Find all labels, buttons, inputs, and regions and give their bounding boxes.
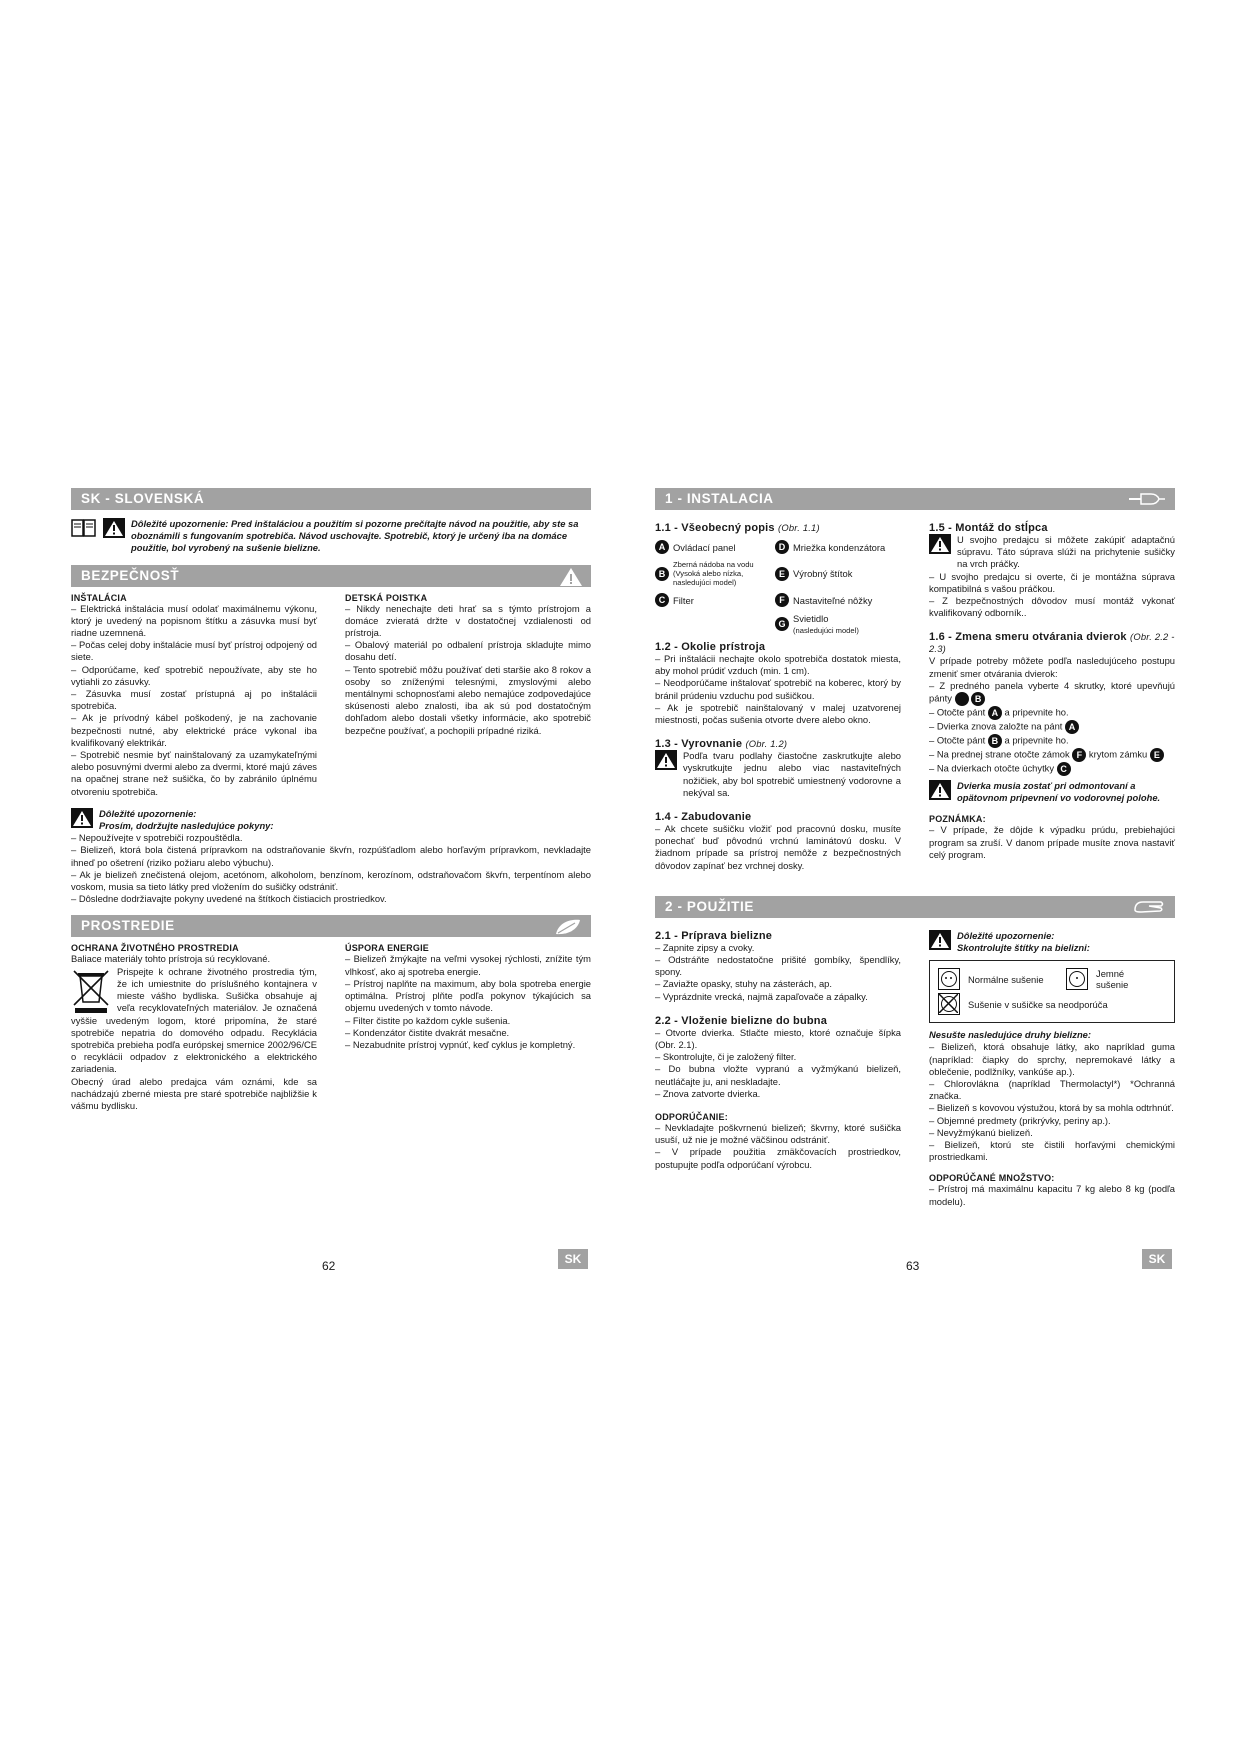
- legend-item-f: [775, 593, 901, 607]
- page-number-left: 62: [322, 1259, 336, 1273]
- letter-badge: C: [1057, 762, 1071, 776]
- install-left-column: [655, 510, 901, 872]
- s16-text-5-label: – Otočte pánt: [929, 734, 986, 746]
- s16-text-7: [929, 762, 1175, 776]
- letter-badge: B: [655, 567, 669, 581]
- letter-badge: E: [775, 567, 789, 581]
- s16-ref: (Obr. 2.2 - 2.3): [929, 631, 1175, 655]
- s16-text-2: [929, 680, 1175, 706]
- s16-text-5-suffix: a pripevnite ho.: [1004, 734, 1069, 746]
- s16-text-6: [929, 748, 1175, 762]
- s22-line: – Do bubna vložte vypranú a vyžmýkanú bielizeň, neutláčajte ju, ani neskladajte.: [655, 1063, 901, 1087]
- s13-block: [655, 750, 901, 799]
- s16-text-2-label: – Z predného panela vyberte 4 skrutky, ktoré upevňujú pánty: [929, 679, 1175, 704]
- install-line: – Elektrická inštalácia musí odolať maximálnemu výkonu, ktorý je uvedený na popisnom štítku a zásuvka musí byť riadne uzemnená.: [71, 602, 317, 639]
- label-warning-title: Dôležité upozornenie:: [957, 929, 1055, 941]
- letter-badge: F: [1072, 748, 1086, 762]
- letter-badge: A: [655, 540, 669, 554]
- hinge-dot-icon: [955, 692, 969, 706]
- child-column: [345, 587, 591, 798]
- recommendation-title: ODPORÚČANIE:: [655, 1112, 728, 1123]
- energy-heading: ÚSPORA ENERGIE: [345, 943, 429, 954]
- env-recycle-block: [71, 966, 317, 1076]
- s16-text-3: [929, 706, 1175, 720]
- child-line: – Obalový materiál po odbalení prístroja skladujte mimo dosahu detí.: [345, 639, 591, 663]
- env-heading: OCHRANA ŽIVOTNÉHO PROSTREDIA: [71, 943, 239, 954]
- language-badge-right: SK: [1142, 1249, 1172, 1269]
- care-symbol-row: [938, 993, 1166, 1015]
- safety-title: BEZPEČNOSŤ: [81, 567, 180, 583]
- crossed-bin-icon: [71, 968, 111, 1014]
- warning-icon: [655, 750, 677, 770]
- s14-text: – Ak chcete sušičku vložiť pod pracovnú dosku, musíte ponechať buď pôvodnú vrchnú laminátovú dosku. V žiadnom prípade sa prístroj nemôže z bezpečnostných dôvodov zapínať bez vrchnej dosky.: [655, 823, 901, 871]
- do-not-dry-line: – Chlorovlákna (napríklad Thermolactyl*) *Ochranná značka.: [929, 1078, 1175, 1102]
- s16-warning: [929, 780, 1175, 804]
- no-tumble-dry-icon: [938, 993, 960, 1015]
- s15-title: 1.5 - Montáž do stĺpca: [929, 522, 1048, 534]
- s15-text-3: – Z bezpečnostných dôvodov musí montáž vykonať kvalifikovaný odborník..: [929, 595, 1175, 619]
- label-warning-subtitle: Skontrolujte štítky na bielizni:: [957, 942, 1090, 954]
- legend-item-d: [775, 540, 901, 554]
- do-not-dry-line: – Bielizeň s kovovou výstužou, ktorá by sa mohla odtrhnúť.: [929, 1102, 1174, 1114]
- legend-label: Výrobný štítok: [793, 568, 853, 579]
- usage-columns: [655, 918, 1175, 1208]
- page-number-right: 63: [906, 1259, 920, 1273]
- installation-columns: [655, 510, 1175, 872]
- s11-ref: (Obr. 1.1): [778, 522, 820, 533]
- warning-subtitle: Prosím, dodržujte nasledujúce pokyny:: [99, 820, 274, 832]
- s13-text: Podľa tvaru podlahy čiastočne zaskrutkujte alebo vyskrutkujte jednu alebo viac nastaviteľných nožičiek, aby bol spotrebič umiestnený vodorovne a nekýval sa.: [683, 750, 901, 798]
- safety-bar: [71, 565, 591, 587]
- s22-line: – Skontrolujte, či je založený filter.: [655, 1051, 797, 1063]
- environment-column: [71, 937, 317, 1112]
- do-not-dry-line: – Bielizeň, ktorá obsahuje látky, ako napríklad guma (napríklad: čiapky do sprchy, nepremokavé látky a oblečenie, podlžníky, vankúše ap.).: [929, 1041, 1175, 1077]
- letter-badge: D: [775, 540, 789, 554]
- recommendation-line: – Nevkladajte poškvrnenú bielizeň; škvrny, ktoré sušička usuší, už nie je možné väčšinou odstrániť.: [655, 1122, 901, 1146]
- child-line: – Nikdy nenechajte deti hrať sa s týmto prístrojom a domáce zvieratá držte v dostatočnej vzdialenosti od prístroja.: [345, 602, 591, 639]
- env-text-1: Baliace materiály tohto prístroja sú recyklované.: [71, 953, 271, 965]
- warning-icon: [929, 930, 951, 950]
- install-line: – Ak je prívodný kábel poškodený, je na zachovanie bezpečnosti nutné, aby elektrické práce vykonal iba kvalifikovaný elektrikár.: [71, 712, 317, 748]
- book-icon: [71, 518, 97, 538]
- letter-badge: E: [1150, 748, 1164, 762]
- install-line: – Spotrebič nesmie byť nainštalovaný za uzamykateľnými alebo posuvnými dvermi alebo za dvermi, ktoré majú záves na opačnej strane než sušička, čo by zabránilo úplnému otvoreniu spotrebiča.: [71, 749, 317, 797]
- legend-item-a: [655, 540, 775, 554]
- s16-text-4-label: – Dvierka znova založte na pánt: [929, 720, 1063, 732]
- s11-title-text: 1.1 - Všeobecný popis: [655, 522, 775, 534]
- usage-bar: [655, 896, 1175, 918]
- s11-title: [655, 522, 901, 534]
- letter-badge: F: [775, 593, 789, 607]
- warning-line: – Dôsledne dodržiavajte pokyny uvedené na štítkoch čistiacich prostriedkov.: [71, 893, 387, 905]
- leaf-icon: [553, 917, 583, 937]
- safety-columns: [71, 587, 591, 798]
- warning-icon: [71, 808, 93, 828]
- s15-text-2: – U svojho predajcu si overte, či je montážna súprava kompatibilná s vašou práčkou.: [929, 570, 1175, 594]
- quantity-title: ODPORÚČANÉ MNOŽSTVO:: [929, 1173, 1055, 1184]
- install-heading: INŠTALÁCIA: [71, 592, 127, 603]
- s16-text-7-label: – Na dvierkach otočte úchytky: [929, 762, 1055, 774]
- warning-icon: [929, 534, 951, 554]
- energy-line: – Bielizeň žmýkajte na veľmi vysokej rýchlosti, znížite tým vlhkosť, ako aj spotreba energie.: [345, 953, 591, 977]
- legend-label: Filter: [673, 594, 694, 606]
- s16-text-1: V prípade potreby môžete podľa nasledujúceho postupu zmeniť smer otvárania dvierok:: [929, 655, 1175, 679]
- s16-text-3-suffix: a pripevnite ho.: [1004, 706, 1069, 718]
- legend-label: Mriežka kondenzátora: [793, 541, 886, 553]
- warning-title: Dôležité upozornenie:: [99, 807, 197, 819]
- do-not-dry-line: – Objemné predmety (prikrývky, periny ap.).: [929, 1114, 1111, 1126]
- normal-dry-icon: [938, 968, 960, 990]
- no-tumble-dry-label: Sušenie v sušičke sa neodporúča: [968, 998, 1108, 1010]
- s22-line: – Otvorte dvierka. Stlačte miesto, ktoré označuje šípka (Obr. 2.1).: [655, 1026, 901, 1051]
- environment-title: PROSTREDIE: [81, 918, 175, 934]
- s21-line: – Zapnite zipsy a cvoky.: [655, 941, 755, 953]
- letter-badge: A: [1065, 720, 1079, 734]
- letter-badge: B: [988, 734, 1002, 748]
- s13-ref: (Obr. 1.2): [745, 738, 788, 750]
- energy-column: [345, 937, 591, 1112]
- legend-label: Svietidlo: [793, 613, 829, 624]
- s13-title-text: 1.3 - Vyrovnanie: [655, 738, 743, 751]
- install-column: [71, 587, 317, 798]
- do-not-dry-line: – Nevyžmýkanú bielizeň.: [929, 1126, 1033, 1138]
- intro-text: Dôležité upozornenie: Pred inštaláciou a použitím si pozorne prečítajte návod na použitie, aby ste sa oboznámili s fungovaním spotrebiča. Návod uschovajte. Spotrebič, ktorý je určený iba na domáce použitie, bol vyrobený na sušenie bielizne.: [131, 518, 579, 554]
- env-text-2: Prispejte k ochrane životného prostredia tým, že ich umiestnite do príslušného kontajnera v mieste vášho bydliska. Sušička obsahuje aj veľa recyklovateľných materiálov. Je označená vyššie uvedeným logom, ktoré pripomína, že staré spotrebiče nepatria do domového odpadu. Recyklácia spotrebiča prebieha podľa európskej smernice 2002/96/CE o recyklácii odpadov z elektronického a elektrického zariadenia.: [71, 965, 317, 1075]
- usage-title: 2 - POUŽITIE: [665, 898, 754, 914]
- installation-bar: [655, 488, 1175, 510]
- s12-line: – Neodporúčame inštalovať spotrebič na koberec, ktorý by bránil prúdeniu vzduchu pod sušičkou.: [655, 677, 901, 701]
- install-right-column: [929, 510, 1175, 872]
- intro-block: [71, 518, 591, 555]
- s15-text-1: U svojho predajcu si môžete zakúpiť adaptačnú súpravu. Táto súprava slúži na prichytenie sušičky na vrch práčky.: [957, 534, 1175, 570]
- warning-icon: [929, 780, 951, 800]
- parts-legend: [655, 540, 901, 635]
- env-text-3: Obecný úrad alebo predajca vám oznámi, kde sa nachádzajú zberné miesta pre staré spotrebiče najbližšie k vášmu bydlisku.: [71, 1075, 317, 1111]
- normal-dry-label: Normálne sušenie: [968, 973, 1044, 985]
- s16-text-4: [929, 720, 1175, 734]
- legend-note: (nasledujúci model): [793, 626, 859, 635]
- energy-line: – Kondenzátor čistite dvakrát mesačne.: [345, 1026, 510, 1038]
- s21-title: 2.1 - Príprava bielizne: [655, 929, 773, 942]
- s21-line: – Zaviažte opasky, stuhy na zásterách, ap.: [655, 978, 833, 990]
- usage-right-column: [929, 918, 1175, 1208]
- usage-left-column: [655, 918, 901, 1208]
- quantity-text: – Prístroj má maximálnu kapacitu 7 kg alebo 8 kg (podľa modelu).: [929, 1183, 1175, 1207]
- install-line: – Zásuvka musí zostať prístupná aj po inštalácii spotrebiča.: [71, 688, 317, 712]
- note-text: – V prípade, že dôjde k výpadku prúdu, prebiehajúci program sa zruší. V danom prípade musíte znova nastaviť celý program.: [929, 824, 1175, 860]
- left-page: [71, 488, 591, 1112]
- install-line: – Odporúčame, keď spotrebič nepoužívate, aby ste ho vytiahli zo zásuvky.: [71, 663, 317, 687]
- s21-line: – Odstráňte nedostatočne prišité gombíky, špendlíky, spony.: [655, 954, 901, 978]
- s22-line: – Znova zatvorte dvierka.: [655, 1087, 761, 1099]
- s16-text-5: [929, 734, 1175, 748]
- note-title: POZNÁMKA:: [929, 814, 986, 825]
- environment-bar: [71, 915, 591, 937]
- gentle-dry-label: Jemné sušenie: [1096, 968, 1129, 991]
- warning-icon: [103, 518, 125, 538]
- s15-block: [929, 534, 1175, 571]
- warning-line: – Bielizeň, ktorá bola čistená prípravkom na odstraňovanie škvŕn, rozpúšťadlom alebo horľavým prípravkom, nevkladajte ihneď po ošetrení (riziko požiaru alebo výbuchu).: [71, 844, 591, 868]
- label-warning: [929, 930, 1175, 954]
- environment-columns: [71, 937, 591, 1112]
- letter-badge: B: [971, 692, 985, 706]
- energy-line: – Prístroj naplňte na maximum, aby bola spotreba energie optimálna. Prístroj plňte podľa pokynov týkajúcich sa objemu uvedených v tomto návode.: [345, 977, 591, 1014]
- do-not-dry-title: Nesušte nasledujúce druhy bielizne:: [929, 1029, 1092, 1041]
- care-symbol-box: [929, 960, 1175, 1023]
- letter-badge: G: [775, 617, 789, 631]
- hand-icon: [1131, 898, 1167, 916]
- legend-item-g: [775, 613, 901, 635]
- s16-text-6-suffix: krytom zámku: [1088, 748, 1148, 760]
- s12-line: – Ak je spotrebič nainštalovaný v malej uzatvorenej miestnosti, počas sušenia otvorte dvere alebo okno.: [655, 701, 901, 726]
- s12-title: 1.2 - Okolie prístroja: [655, 641, 766, 653]
- s13-title: [655, 738, 901, 750]
- right-page: [655, 488, 1175, 1208]
- gentle-dry-icon: [1066, 968, 1088, 990]
- legend-note: (Vysoká alebo nízka, nasledujúci model): [673, 569, 744, 587]
- care-symbol-row: [938, 968, 1166, 990]
- s16-text-3-label: – Otočte pánt: [929, 706, 986, 718]
- s16-text-6-label: – Na prednej strane otočte zámok: [929, 748, 1070, 760]
- s16-warning-text: Dvierka musia zostať pri odmontovaní a opätovnom pripevnení vo vodorovnej polohe.: [957, 780, 1161, 804]
- s21-line: – Vyprázdnite vrecká, najmä zapaľovače a zápalky.: [655, 990, 868, 1002]
- s12-line: – Pri inštalácii nechajte okolo spotrebiča dostatok miesta, aby mohol prúdiť vzduch (min. 1 cm).: [655, 653, 901, 677]
- warning-triangle-icon: [559, 567, 583, 587]
- plug-hand-icon: [1127, 490, 1167, 508]
- energy-line: – Nezabudnite prístroj vypnúť, keď cyklus je kompletný.: [345, 1038, 576, 1050]
- legend-label: Zberná nádoba na vodu: [673, 560, 754, 569]
- child-heading: DETSKÁ POISTKA: [345, 592, 428, 603]
- warning-line: – Ak je bielizeň znečistená olejom, acetónom, alkoholom, benzínom, kerozínom, odstraňovačom škvŕn, terpentínom alebo voskom, musia sa tieto látky pred vložením do sušičky odstrániť.: [71, 868, 591, 893]
- s14-title: 1.4 - Zabudovanie: [655, 811, 752, 824]
- s16-title-text: 1.6 - Zmena smeru otvárania dvierok: [929, 631, 1127, 644]
- energy-line: – Filter čistite po každom cykle sušenia.: [345, 1014, 511, 1026]
- install-line: – Počas celej doby inštalácie musí byť prístroj odpojený od siete.: [71, 639, 317, 663]
- do-not-dry-line: – Bielizeň, ktorú ste čistili horľavými chemickými prostriedkami.: [929, 1139, 1175, 1163]
- s22-title: 2.2 - Vloženie bielizne do bubna: [655, 1014, 828, 1027]
- warning-line: – Nepoužívejte v spotrebiči rozpouštědla.: [71, 832, 243, 844]
- language-header-bar: [71, 488, 591, 510]
- s16-title: [929, 631, 1175, 655]
- letter-badge: C: [655, 593, 669, 607]
- letter-badge: A: [988, 706, 1002, 720]
- legend-item-b: [655, 560, 775, 587]
- language-header: SK - SLOVENSKÁ: [81, 491, 205, 506]
- installation-title: 1 - INSTALACIA: [665, 491, 774, 506]
- cross-mark-icon: [939, 994, 958, 1013]
- recommendation-line: – V prípade použitia zmäkčovacích prostriedkov, postupujte podľa odporúčaní výrobcu.: [655, 1146, 901, 1170]
- legend-label: Nastaviteľné nôžky: [793, 594, 873, 606]
- legend-item-e: [775, 560, 901, 587]
- important-warning: [71, 808, 591, 832]
- legend-item-c: [655, 593, 775, 607]
- legend-label: Ovládací panel: [673, 541, 736, 553]
- child-line: – Tento spotrebič môžu používať deti staršie ako 8 rokov a osoby so zníženými telesnými, zmyslovými alebo mentálnymi schopnosťami alebo nemajúce zodpovedajúce skúsenosti alebo znalosti, iba ak sú pod dostatočným dohľadom alebo dostali všetky informácie, ako spotrebič bezpečne používať, a pochopili prípadné riziká.: [345, 663, 591, 736]
- language-badge-left: SK: [558, 1249, 588, 1269]
